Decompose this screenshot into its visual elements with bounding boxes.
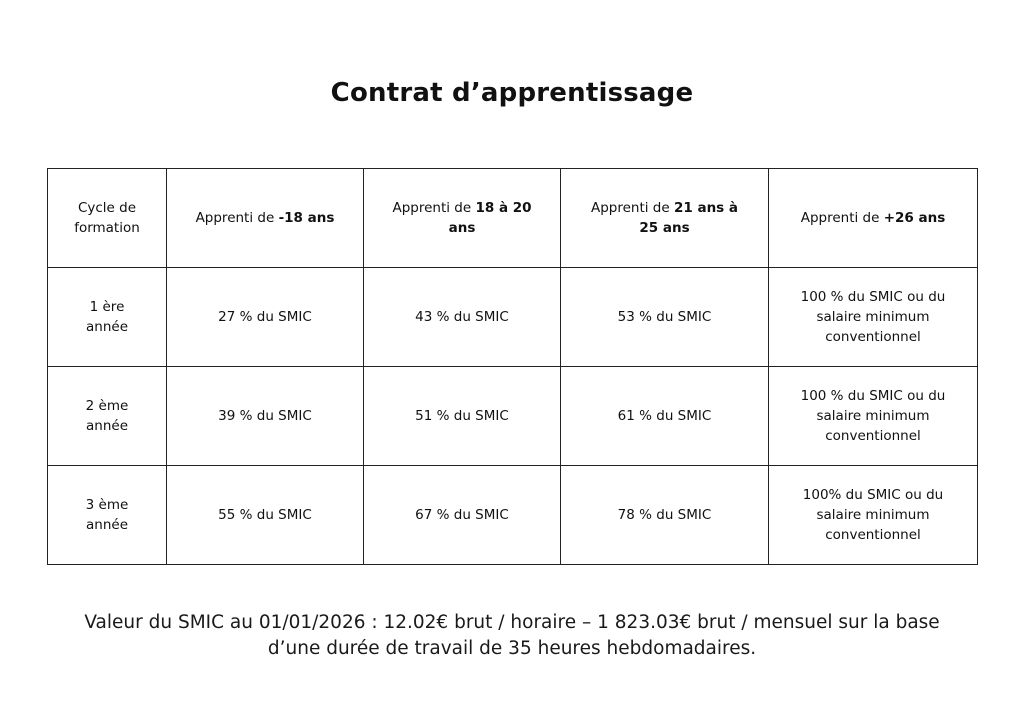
apprenticeship-salary-table	[47, 168, 978, 565]
header-18-20	[364, 169, 561, 268]
salary-cell: 43 % du SMIC	[364, 268, 561, 367]
header-age-range: 21 ans à 25 ans	[639, 200, 739, 236]
table-header-row	[48, 169, 978, 268]
salary-cell: 100 % du SMIC ou du salaire minimum conventionnel	[769, 268, 978, 367]
salary-cell: 51 % du SMIC	[364, 367, 561, 466]
table-row	[48, 268, 978, 367]
header-under-18	[167, 169, 364, 268]
header-over-26	[769, 169, 978, 268]
cycle-cell: 3 ème année	[48, 466, 167, 565]
salary-cell: 67 % du SMIC	[364, 466, 561, 565]
header-prefix: Apprenti de	[800, 210, 884, 226]
header-21-25	[561, 169, 769, 268]
salary-cell: 78 % du SMIC	[561, 466, 769, 565]
header-cycle	[48, 169, 167, 268]
salary-cell: 100 % du SMIC ou du salaire minimum conventionnel	[769, 367, 978, 466]
salary-cell: 39 % du SMIC	[167, 367, 364, 466]
table-row	[48, 367, 978, 466]
header-prefix: Apprenti de	[392, 200, 476, 216]
header-cycle-label: Cycle de formation	[74, 200, 140, 236]
salary-cell: 61 % du SMIC	[561, 367, 769, 466]
header-age-range: +26 ans	[883, 210, 946, 226]
cycle-cell: 2 ème année	[48, 367, 167, 466]
header-prefix: Apprenti de	[590, 200, 674, 216]
smic-footnote: Valeur du SMIC au 01/01/2026 : 12.02€ brut / horaire – 1 823.03€ brut / mensuel sur la base d’une durée de travail de 35 heures hebdomadaires.	[84, 612, 940, 659]
salary-cell: 53 % du SMIC	[561, 268, 769, 367]
header-prefix: Apprenti de	[195, 210, 279, 226]
header-age-range: -18 ans	[278, 210, 335, 226]
header-age-range: 18 à 20 ans	[448, 200, 532, 236]
page-title: Contrat d’apprentissage	[330, 78, 694, 108]
salary-cell: 55 % du SMIC	[167, 466, 364, 565]
table-row	[48, 466, 978, 565]
salary-cell: 27 % du SMIC	[167, 268, 364, 367]
cycle-cell: 1 ère année	[48, 268, 167, 367]
salary-cell: 100% du SMIC ou du salaire minimum conventionnel	[769, 466, 978, 565]
